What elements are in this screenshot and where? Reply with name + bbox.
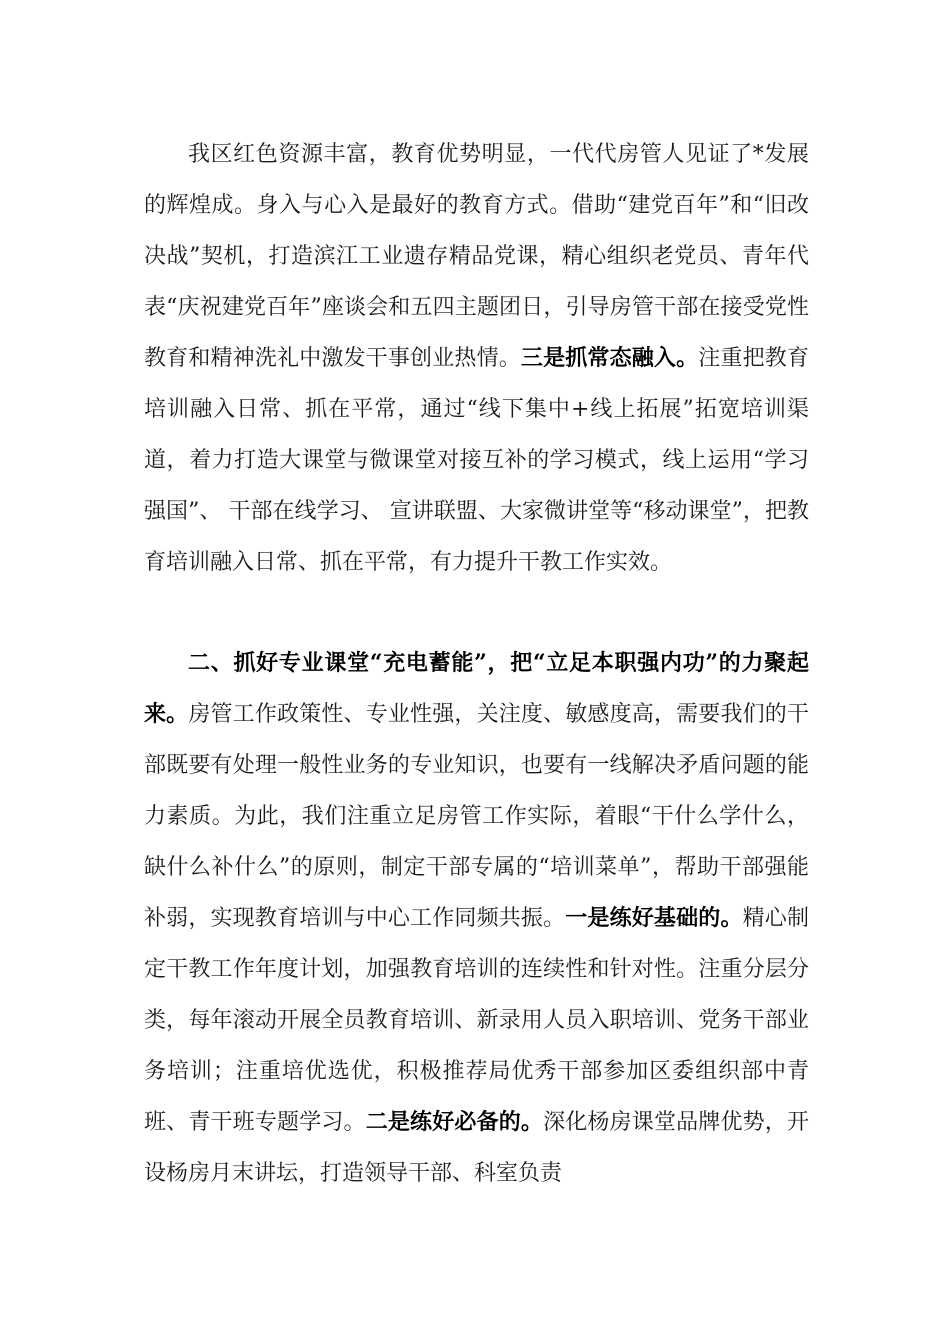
bold-subheading-three: 三是抓常态融入。 — [520, 345, 699, 371]
paragraph-text: 房管工作政策性、专业性强，关注度、敏感度高，需要我们的干部既要有处理一般性业务的专业知识，也要有一线解决矛盾问题的能力素质。为此，我们注重立足房管工作实际，着眼“干什么学什么，缺什么补什么”的原则，制定干部专属的“培训菜单”，帮助干部强能补弱，实现教育培训与中心工作同频共振。 — [144, 702, 809, 931]
paragraph-text: 精心制定干教工作年度计划，加强教育培训的连续性和针对性。注重分层分类，每年滚动开展全员教育培训、新录用人员入职培训、党务干部业务培训；注重培优选优，积极推荐局优秀干部参加区委组织部中青班、青干班专题学习。 — [144, 906, 809, 1135]
bold-subheading-one: 一是练好基础的。 — [565, 905, 743, 931]
paragraph-text: 深化杨房课堂品牌优势，开设杨房月末讲坛，打造领导干部、科室负责 — [144, 1110, 809, 1186]
paragraph-red-resources — [144, 129, 809, 588]
paragraph-text: 注重把教育培训融入日常、抓在平常，通过“线下集中+线上拓展”拓宽培训渠道，着力打造大课堂与微课堂对接互补的学习模式，线上运用“学习强国”、 干部在线学习、 宣讲联盟、大家微讲堂等“移动课堂”，把教育培训融入日常、抓在平常，有力提升干教工作实效。 — [144, 346, 809, 575]
section-heading-two: 二、抓好专业课堂“充电蓄能”，把“立足本职强内功”的力聚起来。 — [144, 650, 809, 727]
bold-subheading-two: 二是练好必备的。 — [365, 1109, 544, 1135]
paragraph-professional-classroom — [144, 638, 809, 1199]
paragraph-text: 我区红色资源丰富，教育优势明显，一代代房管人见证了*发展的辉煌成。身入与心入是最好的教育方式。借助“建党百年”和“旧改决战”契机，打造滨江工业遗存精品党课，精心组织老党员、青年代表“庆祝建党百年”座谈会和五四主题团日，引导房管干部在接受党性教育和精神洗礼中激发干事创业热情。 — [144, 142, 809, 371]
